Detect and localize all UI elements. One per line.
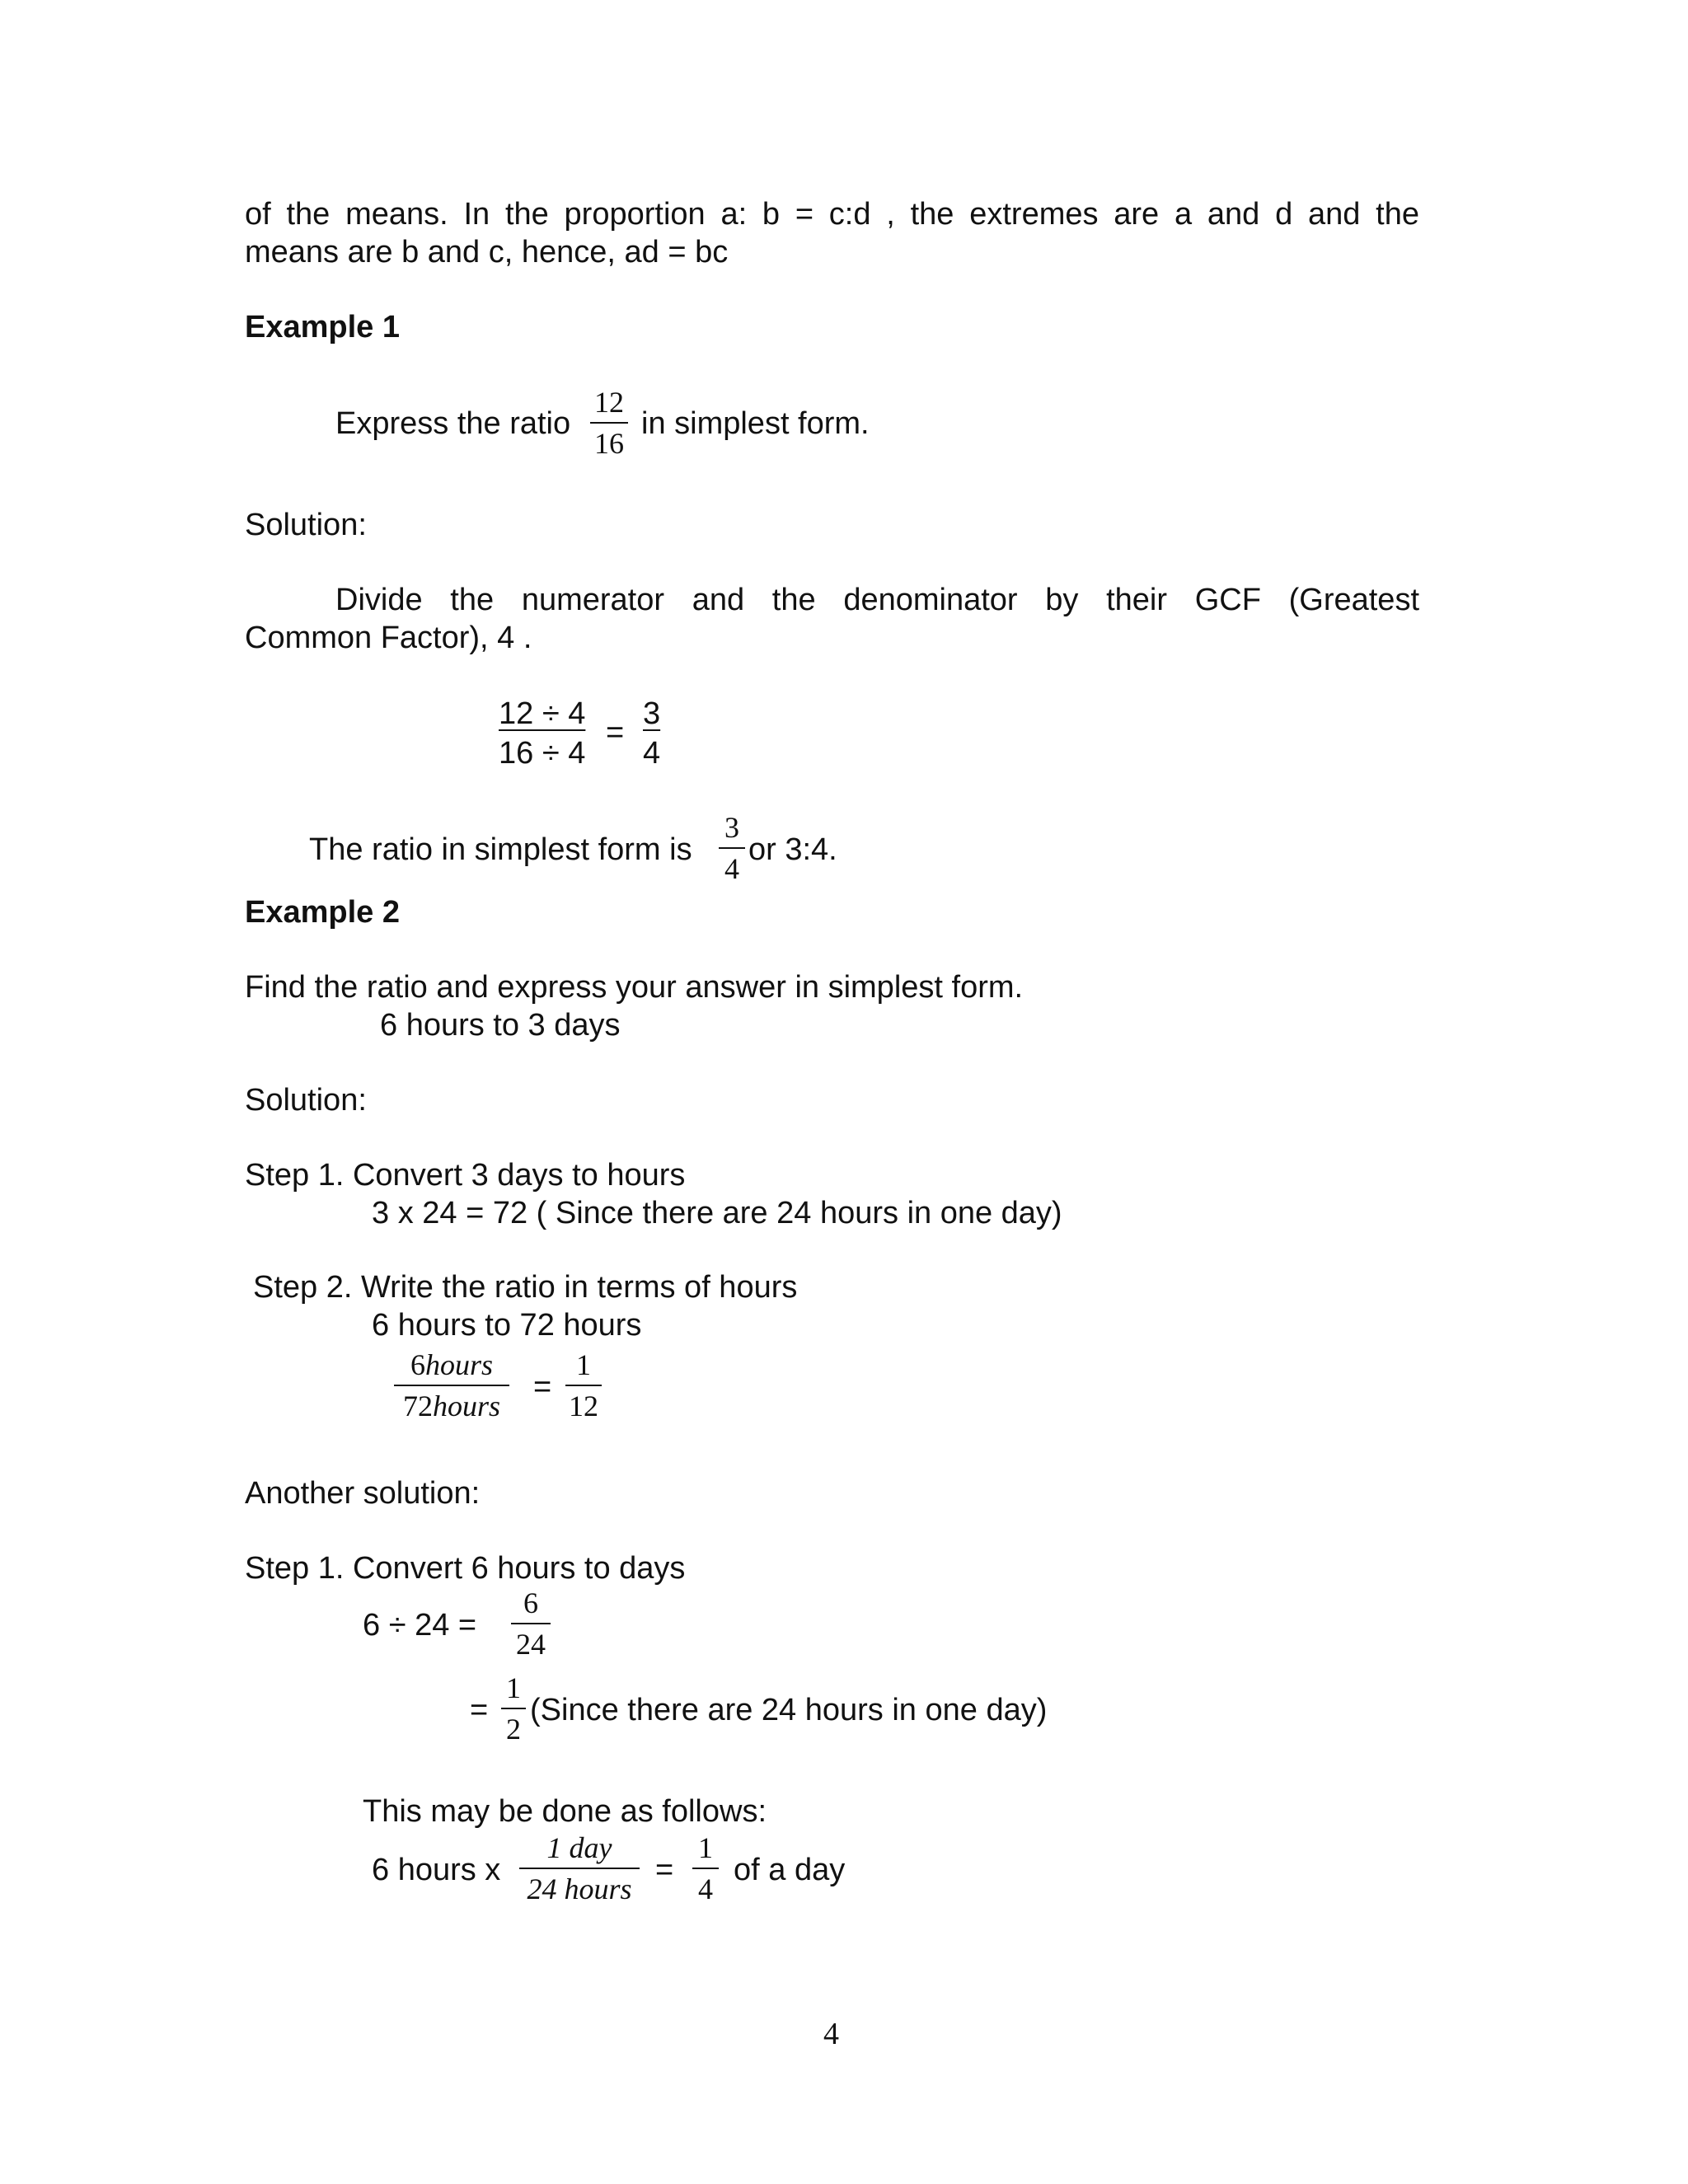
fraction-numerator: 1 xyxy=(576,1348,591,1381)
example-1-divide-line-1: Divide the numerator and the denominator by their GCF (Greatest xyxy=(335,583,1419,617)
step-2-hours-fraction xyxy=(394,1348,509,1422)
example-2-prompt: Find the ratio and express your answer in simplest form. xyxy=(245,970,1024,1005)
fraction-numerator: 12 xyxy=(594,386,624,419)
follows-label: This may be done as follows: xyxy=(363,1794,767,1829)
follows-after: of a day xyxy=(734,1853,846,1887)
fraction-denominator xyxy=(394,1390,509,1422)
follows-result-fraction xyxy=(692,1831,719,1905)
calc-numerator-left: 12 ÷ 4 xyxy=(499,696,586,731)
fraction-bar xyxy=(565,1385,602,1386)
fraction-numerator: 1 xyxy=(698,1831,713,1864)
alt-result-fraction xyxy=(501,1671,526,1746)
fraction-numerator: 1 xyxy=(506,1671,521,1704)
example-1-heading: Example 1 xyxy=(245,310,400,344)
intro-line-2: means are b and c, hence, ad = bc xyxy=(245,235,729,269)
alt-calc-left: 6 ÷ 24 = xyxy=(363,1608,477,1643)
fraction-denominator: 24 xyxy=(516,1628,546,1661)
fraction-denominator: 4 xyxy=(698,1872,713,1905)
alt-step-1-title: Step 1. Convert 6 hours to days xyxy=(245,1551,686,1586)
example-1-prompt-after: in simplest form. xyxy=(641,406,870,441)
fraction-denominator: 24 hours xyxy=(527,1872,632,1905)
fraction-bar xyxy=(590,422,628,424)
step-1-title: Step 1. Convert 3 days to hours xyxy=(245,1158,686,1193)
example-1-divide-line-2: Common Factor), 4 . xyxy=(245,621,532,655)
follows-equals: = xyxy=(655,1853,674,1887)
alt-calc-fraction xyxy=(511,1586,551,1661)
example-1-solution-label: Solution: xyxy=(245,508,367,542)
denominator-value: 72 xyxy=(402,1390,433,1422)
step-2-title: Step 2. Write the ratio in terms of hours xyxy=(253,1270,798,1305)
step-2-result-fraction xyxy=(565,1348,602,1422)
step-2-equals: = xyxy=(533,1370,552,1404)
fraction-denominator: 4 xyxy=(724,852,739,885)
fraction-bar xyxy=(511,1623,551,1624)
fraction-denominator: 12 xyxy=(569,1390,598,1422)
example-1-result-after: or 3:4. xyxy=(748,832,837,867)
numerator-unit: hours xyxy=(424,1348,494,1381)
fraction-bar xyxy=(519,1868,640,1869)
example-1-prompt-fraction xyxy=(590,386,628,460)
example-1-prompt-before: Express the ratio xyxy=(335,406,571,441)
fraction-bar xyxy=(719,847,745,849)
fraction-numerator: 6 xyxy=(523,1586,538,1619)
calc-denominator-right: 4 xyxy=(643,736,661,771)
fraction-numerator xyxy=(394,1348,509,1381)
follows-left: 6 hours x xyxy=(372,1853,501,1887)
step-1-calculation: 3 x 24 = 72 ( Since there are 24 hours in one day) xyxy=(372,1196,1062,1230)
alt-result-note: (Since there are 24 hours in one day) xyxy=(530,1693,1048,1727)
step-2-line: 6 hours to 72 hours xyxy=(372,1308,642,1343)
example-1-result-fraction xyxy=(719,811,745,885)
page-number: 4 xyxy=(823,2017,839,2051)
calc-equals: = xyxy=(606,715,625,750)
follows-fraction xyxy=(519,1831,640,1905)
fraction-denominator: 16 xyxy=(594,427,624,460)
fraction-bar xyxy=(394,1385,509,1386)
numerator-value: 6 xyxy=(410,1348,425,1381)
example-1-result-before: The ratio in simplest form is xyxy=(309,832,692,867)
intro-line-1: of the means. In the proportion a: b = c:d , the extremes are a and d and the xyxy=(245,197,1419,232)
example-2-solution-label: Solution: xyxy=(245,1083,367,1118)
fraction-numerator: 3 xyxy=(724,811,739,844)
another-solution-label: Another solution: xyxy=(245,1476,481,1511)
alt-equals: = xyxy=(470,1693,489,1727)
fraction-denominator: 2 xyxy=(506,1713,521,1746)
denominator-unit: hours xyxy=(432,1390,501,1422)
calc-numerator-right: 3 xyxy=(643,696,661,731)
example-2-given: 6 hours to 3 days xyxy=(380,1008,621,1043)
fraction-numerator: 1 day xyxy=(546,1831,612,1864)
fraction-bar xyxy=(501,1708,526,1709)
fraction-bar xyxy=(692,1868,719,1869)
example-2-heading: Example 2 xyxy=(245,895,400,930)
calc-denominator-left: 16 ÷ 4 xyxy=(499,736,586,771)
